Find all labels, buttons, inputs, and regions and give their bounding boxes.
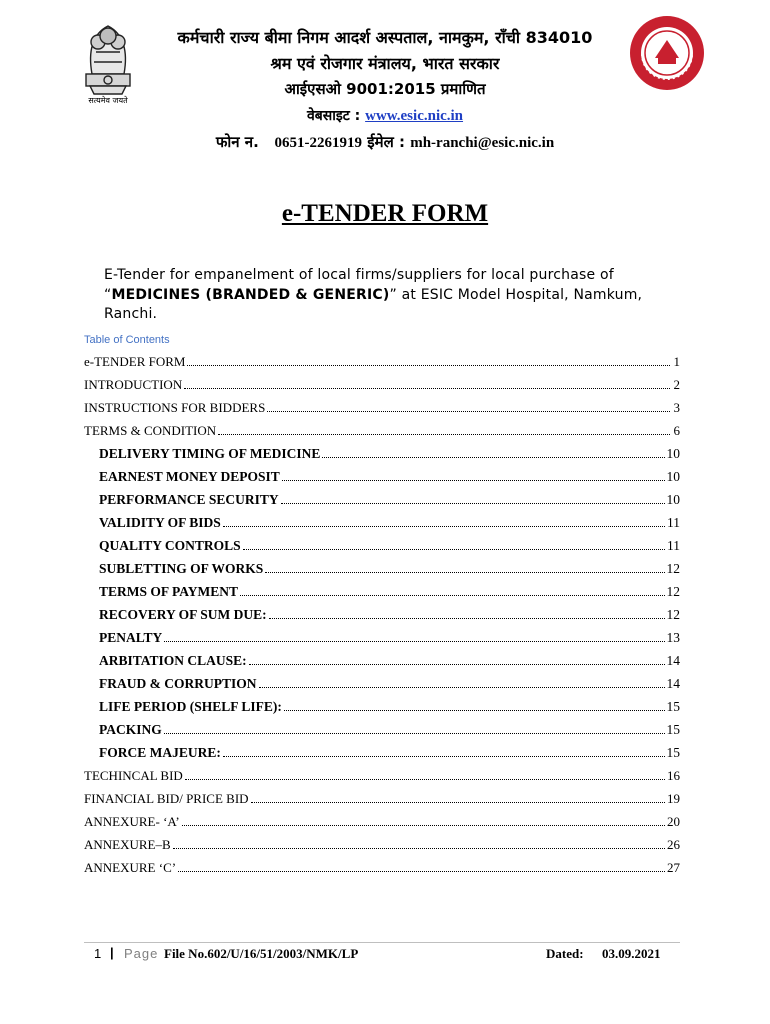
toc-entry[interactable] — [84, 646, 680, 669]
toc-entry-page: 12 — [666, 607, 680, 622]
toc-entry-page: 14 — [666, 653, 680, 668]
toc-entry-page: 19 — [667, 791, 680, 806]
toc-entry-page: 15 — [666, 745, 680, 760]
toc-entry-label: INSTRUCTIONS FOR BIDDERS — [84, 400, 266, 415]
intro-text-post: ” at ESIC Model Hospital, Namkum, Ranchi. — [104, 286, 643, 322]
toc-entry-page: 16 — [667, 768, 680, 783]
toc-leader-dots — [251, 802, 665, 803]
toc-leader-dots — [164, 733, 665, 734]
toc-entry[interactable] — [84, 784, 680, 807]
header-iso: आईएसओ 9001:2015 प्रमाणित — [284, 80, 486, 98]
toc-entry-label: TERMS OF PAYMENT — [99, 584, 239, 599]
intro-text-pre: E-Tender for empanelment of local firms/suppliers for local purchase of “ — [104, 267, 614, 303]
toc-entry[interactable] — [84, 692, 680, 715]
toc-entry-label: VALIDITY OF BIDS — [99, 515, 221, 530]
toc-entry-label: FRAUD & CORRUPTION — [99, 676, 257, 691]
header-hospital-name: कर्मचारी राज्य बीमा निगम आदर्श अस्पताल, नामकुम, राँची 834010 — [177, 28, 593, 47]
toc-leader-dots — [243, 549, 665, 550]
footer-divider — [84, 942, 680, 943]
toc-entry-page: 26 — [667, 837, 680, 852]
esic-logo-icon — [628, 14, 706, 92]
toc-entry[interactable] — [84, 600, 680, 623]
toc-entry[interactable] — [84, 393, 680, 416]
website-label: वेबसाइट : — [306, 108, 361, 124]
toc-heading: Table of Contents — [84, 334, 170, 346]
toc-entry-label: QUALITY CONTROLS — [99, 538, 241, 553]
toc-entry-page: 1 — [673, 354, 680, 369]
toc-entry[interactable] — [84, 531, 680, 554]
toc-entry-label: PACKING — [99, 722, 162, 737]
email-label: ईमेल : — [367, 133, 405, 151]
toc-entry-page: 10 — [666, 492, 680, 507]
toc-leader-dots — [223, 756, 665, 757]
page-footer — [94, 946, 674, 964]
toc-entry-label: RECOVERY OF SUM DUE: — [99, 607, 267, 622]
footer-page-number: 1 — [94, 946, 102, 961]
footer-page-word: Page — [124, 946, 159, 961]
page-title: e-TENDER FORM — [281, 200, 489, 227]
toc-entry[interactable] — [84, 715, 680, 738]
toc-leader-dots — [249, 664, 665, 665]
toc-leader-dots — [269, 618, 665, 619]
toc-entry[interactable] — [84, 554, 680, 577]
toc-entry-label: ANNEXURE- ‘A’ — [84, 814, 180, 829]
header-website-line — [150, 106, 620, 125]
toc-entry-label: ARBITATION CLAUSE: — [99, 653, 247, 668]
toc-entry[interactable] — [84, 462, 680, 485]
toc-entry[interactable] — [84, 485, 680, 508]
toc-leader-dots — [187, 365, 670, 366]
toc-entry-page: 2 — [673, 377, 680, 392]
toc-leader-dots — [164, 641, 664, 642]
toc-entry[interactable] — [84, 669, 680, 692]
toc-entry-page: 11 — [667, 538, 680, 553]
header-ministry: श्रम एवं रोजगार मंत्रालय, भारत सरकार — [270, 54, 500, 73]
toc-leader-dots — [182, 825, 665, 826]
toc-entry-page: 12 — [666, 561, 680, 576]
toc-entry-label: ANNEXURE ‘C’ — [84, 860, 177, 875]
toc-entry-page: 15 — [666, 722, 680, 737]
toc-leader-dots — [185, 779, 665, 780]
toc-leader-dots — [284, 710, 665, 711]
toc-entry[interactable] — [84, 738, 680, 761]
toc-entry-label: FORCE MAJEURE: — [99, 745, 221, 760]
toc-entry-label: TERMS & CONDITION — [84, 423, 217, 438]
toc-entry[interactable] — [84, 830, 680, 853]
header-contact-line — [150, 132, 620, 152]
toc-entry-label: PERFORMANCE SECURITY — [99, 492, 279, 507]
toc-entry-page: 6 — [673, 423, 680, 438]
toc-leader-dots — [265, 572, 664, 573]
toc-entry-page: 10 — [666, 469, 680, 484]
toc-entry-label: FINANCIAL BID/ PRICE BID — [84, 791, 249, 806]
toc-leader-dots — [267, 411, 670, 412]
toc-entry[interactable] — [84, 623, 680, 646]
footer-separator: | — [110, 945, 114, 960]
table-of-contents — [84, 347, 680, 876]
toc-entry[interactable] — [84, 508, 680, 531]
toc-leader-dots — [223, 526, 665, 527]
toc-entry-label: e-TENDER FORM — [84, 354, 186, 369]
phone-label: फोन न. — [215, 133, 259, 151]
toc-entry-label: SUBLETTING OF WORKS — [99, 561, 264, 576]
toc-leader-dots — [173, 848, 665, 849]
toc-entry[interactable] — [84, 347, 680, 370]
footer-file-number: File No.602/U/16/51/2003/NMK/LP — [164, 946, 359, 961]
toc-entry[interactable] — [84, 807, 680, 830]
toc-entry[interactable] — [84, 853, 680, 876]
toc-leader-dots — [281, 503, 665, 504]
footer-dated-value: 03.09.2021 — [602, 946, 661, 961]
toc-entry-label: PENALTY — [99, 630, 163, 645]
toc-entry-label: INTRODUCTION — [84, 377, 183, 392]
toc-entry-label: LIFE PERIOD (SHELF LIFE): — [99, 699, 282, 714]
email-address: mh-ranchi@esic.nic.in — [410, 135, 555, 151]
intro-text-bold: MEDICINES (BRANDED & GENERIC) — [111, 286, 390, 303]
toc-entry[interactable] — [84, 439, 680, 462]
toc-entry-label: TECHINCAL BID — [84, 768, 183, 783]
website-link[interactable]: www.esic.nic.in — [365, 108, 464, 124]
toc-entry-page: 27 — [667, 860, 680, 875]
toc-leader-dots — [218, 434, 670, 435]
toc-entry[interactable] — [84, 577, 680, 600]
toc-leader-dots — [178, 871, 665, 872]
intro-paragraph — [104, 266, 694, 325]
toc-entry[interactable] — [84, 370, 680, 393]
toc-leader-dots — [282, 480, 665, 481]
toc-entry-label: ANNEXURE–B — [84, 837, 171, 852]
phone-number: 0651-2261919 — [274, 135, 363, 151]
toc-entry-page: 14 — [666, 676, 680, 691]
toc-leader-dots — [259, 687, 665, 688]
toc-entry-page: 20 — [667, 814, 680, 829]
toc-entry-page: 12 — [666, 584, 680, 599]
emblem-motto: सत्यमेव जयते — [88, 96, 128, 105]
toc-entry-page: 15 — [666, 699, 680, 714]
toc-entry-page: 13 — [666, 630, 680, 645]
toc-leader-dots — [322, 457, 664, 458]
footer-dated-label: Dated: — [546, 946, 584, 961]
toc-leader-dots — [184, 388, 670, 389]
toc-leader-dots — [240, 595, 664, 596]
toc-entry[interactable] — [84, 416, 680, 439]
toc-entry[interactable] — [84, 761, 680, 784]
toc-entry-page: 3 — [673, 400, 680, 415]
toc-entry-page: 11 — [667, 515, 680, 530]
toc-entry-label: DELIVERY TIMING OF MEDICINE — [99, 446, 321, 461]
toc-entry-page: 10 — [666, 446, 680, 461]
toc-entry-label: EARNEST MONEY DEPOSIT — [99, 469, 280, 484]
